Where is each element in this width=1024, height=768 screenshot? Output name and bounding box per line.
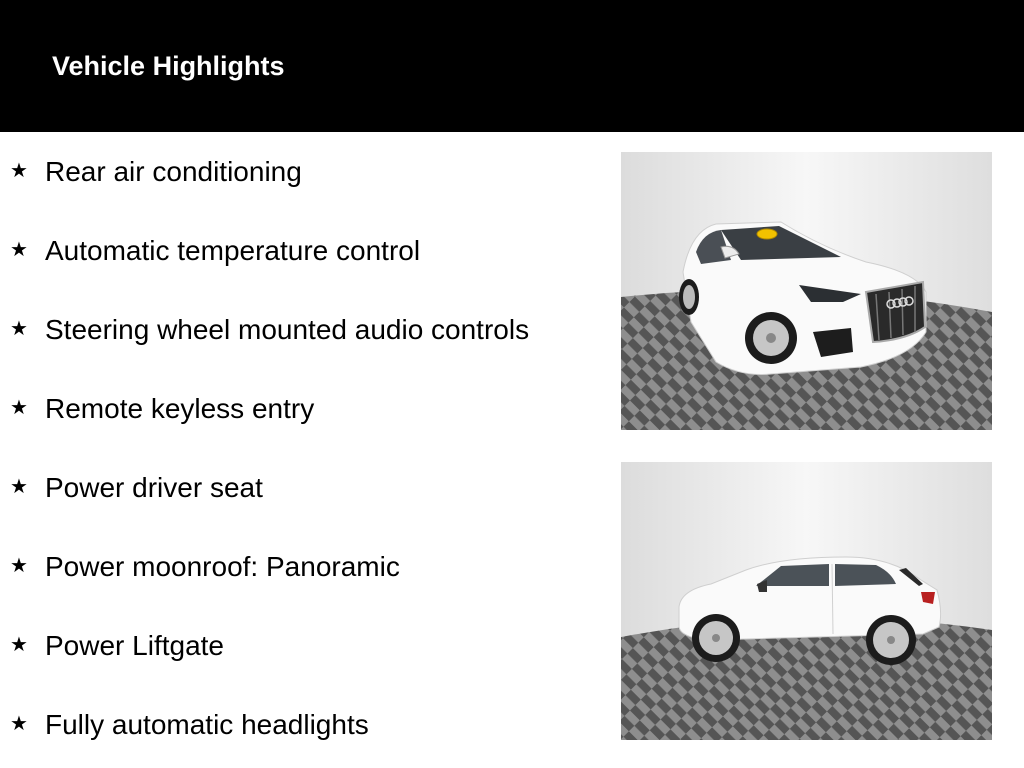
star-icon: ★: [10, 395, 28, 419]
car-front-image: [621, 152, 992, 430]
page-title: Vehicle Highlights: [52, 51, 285, 81]
feature-label: Fully automatic headlights: [45, 709, 369, 740]
vehicle-photo-side: [621, 462, 992, 740]
feature-item: [0, 391, 600, 431]
feature-item: [0, 154, 600, 194]
feature-item: [0, 707, 600, 747]
feature-item: [0, 312, 600, 352]
star-icon: ★: [10, 632, 28, 656]
star-icon: ★: [10, 158, 28, 182]
feature-label: Power Liftgate: [45, 630, 224, 661]
feature-label: Power moonroof: Panoramic: [45, 551, 400, 582]
header-bar: [0, 0, 1024, 132]
car-side-image: [621, 462, 992, 740]
feature-item: [0, 233, 600, 273]
feature-label: Remote keyless entry: [45, 393, 315, 424]
star-icon: ★: [10, 316, 28, 340]
feature-label: Power driver seat: [45, 472, 263, 503]
feature-item: [0, 628, 600, 668]
star-icon: ★: [10, 237, 28, 261]
star-icon: ★: [10, 711, 28, 735]
vehicle-photo-front: [621, 152, 992, 430]
star-icon: ★: [10, 474, 28, 498]
star-icon: ★: [10, 553, 28, 577]
feature-item: [0, 549, 600, 589]
feature-label: Rear air conditioning: [45, 156, 302, 187]
feature-label: Steering wheel mounted audio controls: [45, 314, 530, 345]
feature-label: Automatic temperature control: [45, 235, 421, 266]
feature-item: [0, 470, 600, 510]
